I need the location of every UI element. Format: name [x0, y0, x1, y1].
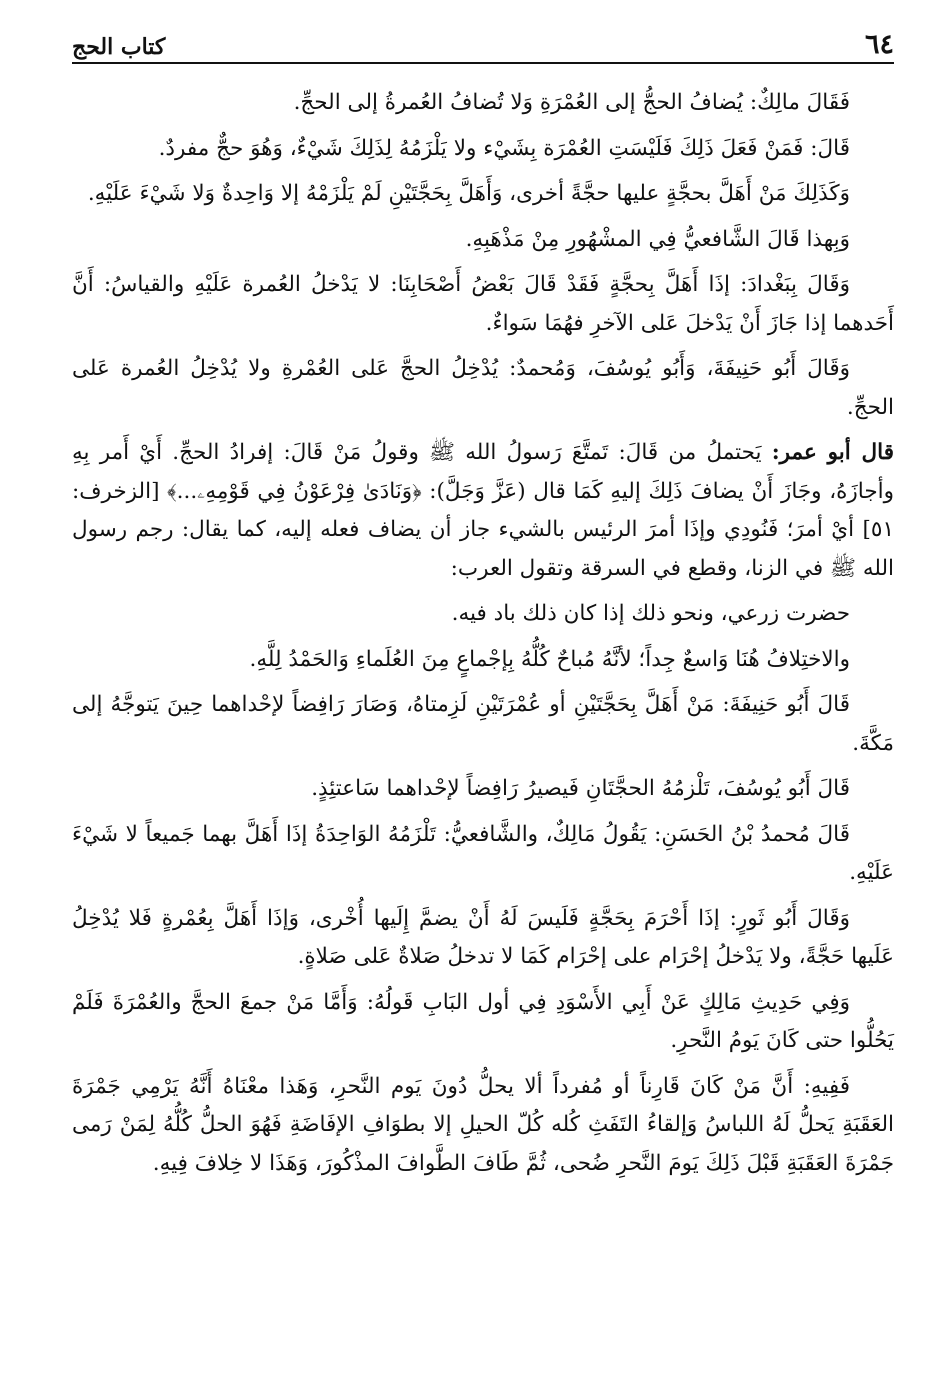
page	[72, 20, 894, 1366]
paragraph-text: وَكَذَلِكَ مَنْ أَهَلَّ بحجَّةٍ عليها حجَّةً أخرى، وَأَهَلَّ بِحَجَّتَيْنِ لَمْ يَلْزَمْهُ إلا وَاحِدةٌ وَلا شَيْءَ عَلَيْهِ.	[87, 181, 850, 206]
paragraph	[72, 1068, 894, 1184]
paragraph-text: وَقَالَ بِبَغْدادَ: إذَا أَهَلَّ بِحجَّةٍ فَقَدْ قَالَ بَعْضُ أَصْحَابِنَا: لا يَدْخلُ العُمرة عَلَيْهِ والقياسُ: أَنَّ أَحَدهما إذا جَازَ أَنْ يَدْخلَ عَلى الآخرِ فهُمَا سَواءٌ.	[72, 272, 894, 336]
paragraph	[72, 350, 894, 427]
page-header	[72, 20, 894, 64]
running-title: كتاب الحج	[72, 34, 166, 60]
paragraph-text: قَالَ: فَمَنْ فَعَلَ ذَلِكَ فَلَيْسَتِ العُمْرَة بِشَيْء ولا يَلْزَمُهُ لِذَلِكَ شَيْءٌ، وَهُوَ حجٌّ مفردٌ.	[158, 135, 850, 161]
paragraph	[72, 221, 894, 260]
paragraph-text: وَفِي حَدِيثِ مَالِكٍ عَنْ أَبِي الأَسْوَدِ فِي أول البَابِ قَولُهُ: وَأَمَّا مَنْ جمعَ الحجَّ والعُمْرَةَ فَلَمْ يَحُلُّوا حتى كَانَ يَومُ النَّحرِ.	[72, 989, 894, 1053]
paragraph	[72, 816, 894, 893]
paragraph-text: قَالَ أَبُو يُوسُفَ، تَلْزمُهُ الحجَّتَانِ فَيصيرُ رَافِضاً لإحْداهما سَاعتئِذٍ.	[311, 776, 850, 801]
paragraph-text: قَالَ أَبُو حَنِيفَةَ: مَنْ أَهَلَّ بِحَجَّتَيْنِ أو عُمْرَتَيْنِ لَزِمتاهُ، وَصَارَ رَافِضاً لإحْداهما حِينَ يَتوجَّهُ إلى مَكَّةَ.	[72, 692, 894, 756]
page-number: ٦٤	[864, 29, 894, 60]
paragraph	[72, 984, 894, 1061]
paragraph-text: وَقَالَ أَبُو ثَورٍ: إذَا أَحْرَمَ بِحَجَّةٍ فَلَيسَ لَهُ أَنْ يضمَّ إِلَيها أُخْرى، وَإذَا أَهَلَّ بِعُمْرةٍ فَلا يُدْخِلُ عَلَيها حَجَّةً، ولا يَدْخلُ إحْرَام على إحْرَام كَمَا لا تدخلُ صَلاةٌ عَلى صَلاةٍ.	[72, 905, 894, 969]
paragraph-text: والاختِلافُ هُنَا وَاسعٌ جِداً؛ لأنَّهُ مُباحٌ كُلُّهُ بِإجْماعٍ مِنَ العُلَماءِ وَالحَمْدُ لِلَّهِ.	[249, 646, 850, 672]
paragraph	[72, 130, 894, 169]
paragraph	[72, 84, 894, 123]
speaker-label: قال أبو عمر:	[771, 440, 894, 465]
paragraph-text: يَحتملُ من قَالَ: تَمتَّعَ رَسولُ الله ﷺ وقولُ مَنْ قَالَ: إفرادُ الحجِّ. أَيْ أَمر بِهِ وأجازَهُ، وجَازَ أَنْ يضافَ ذَلِكَ إليهِ كَمَا قال (عَزَّ وَجَلَّ): ﴿وَنَادَىٰ فِرْعَوْنُ فِي قَوْمِهِۦ...﴾ [الزخرف: ٥١] أيْ أمرَ؛ فَنُودِي وإذَا أمرَ الرئيس بالشيء جاز أن يضاف فعله إليه، كما يقال: رجم رسول الله ﷺ في الزنا، وقطع في السرقة وتقول العرب:	[72, 440, 894, 581]
paragraph	[72, 175, 894, 214]
paragraph-text: حضرت زرعي، ونحو ذلك إذا كان ذلك باد فيه.	[451, 601, 850, 626]
page-body	[72, 84, 894, 1183]
paragraph-text: فَفِيهِ: أَنَّ مَنْ كَانَ قَارِناً أو مُفرداً ألا يحلُّ دُونَ يَوم النَّحرِ، وَهَذا معْنَاهُ أَنَّهُ يَرْمِي جَمْرَةَ العَقَبَةِ يَحلُّ لَهُ اللباسُ وَإلقاءُ التَفَثِ كُله كُلّ الحيلِ إلا بطوَافِ الإفَاضَةِ فَهُوَ الحلُّ كُلُّهُ لِمَنْ رَمى جَمْرَةَ العَقَبَةِ قَبْلَ ذَلِكَ يَومَ النَّحرِ ضُحى، ثُمَّ طَافَ الطَّوافَ المذْكُورَ، وَهَذَا لا خِلافَ فِيهِ.	[72, 1073, 894, 1176]
paragraph-text: فَقَالَ مالِكٌ: يُضافُ الحجُّ إلى العُمْرَةِ وَلا تُضافُ العُمرةُ إلى الحجِّ.	[293, 90, 850, 115]
paragraph	[72, 595, 894, 634]
paragraph	[72, 641, 894, 680]
paragraph-text: وَقَالَ أَبُو حَنِيفَةَ، وَأَبُو يُوسُفَ، وَمُحمدٌ: يُدْخِلُ الحجَّ عَلى العُمْرةِ ولا يُدْخِلُ العُمرة عَلى الحجِّ.	[72, 356, 894, 420]
paragraph	[72, 900, 894, 977]
paragraph-text: وَبِهذا قَالَ الشَّافعيُّ فِي المشْهُورِ مِنْ مَذْهَبِهِ.	[465, 226, 850, 252]
paragraph	[72, 770, 894, 809]
paragraph	[72, 686, 894, 763]
paragraph	[72, 434, 894, 588]
paragraph-text: قَالَ مُحمدُ بْنُ الحَسَنِ: يَقُولُ مَالِكٌ، والشَّافعيُّ: تَلْزَمُهُ الوَاحِدَةُ إذَا أَهَلَّ بهما جَميعاً لا شَيْءَ عَلَيْهِ.	[72, 821, 894, 885]
paragraph	[72, 266, 894, 343]
